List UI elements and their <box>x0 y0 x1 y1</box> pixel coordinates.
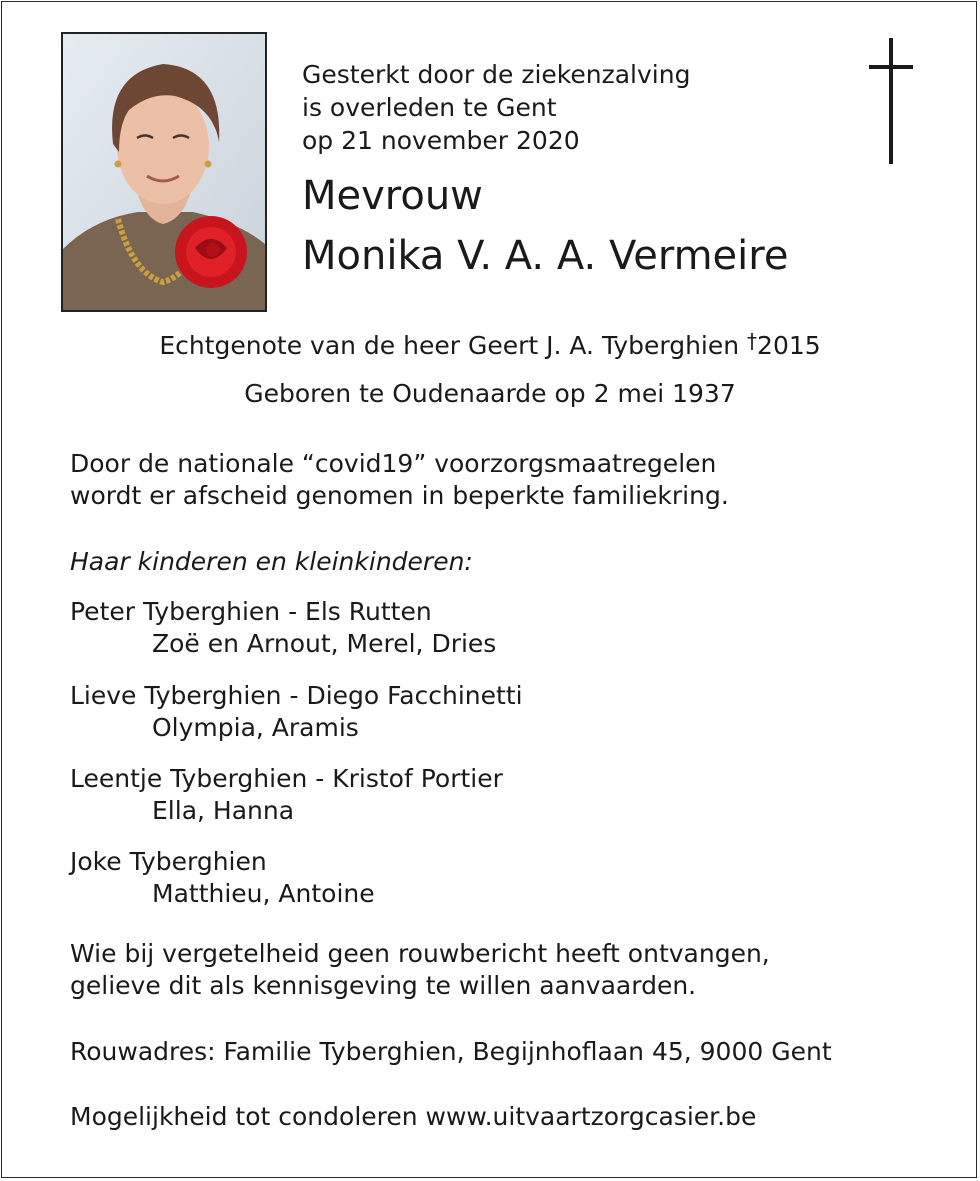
notice-line: gelieve dit als kennisgeving te willen aanvaarden. <box>70 971 697 1000</box>
family-entry <box>70 596 496 660</box>
family-parents: Lieve Tyberghien - Diego Facchinetti <box>70 681 523 710</box>
family-grandchildren: Matthieu, Antoine <box>152 879 375 908</box>
intro-line: is overleden te Gent <box>302 93 557 122</box>
children-heading: Haar kinderen en kleinkinderen: <box>70 547 473 576</box>
latin-cross-icon <box>869 38 913 164</box>
covid-notice <box>70 448 729 512</box>
notice-line: Wie bij vergetelheid geen rouwbericht heeft ontvangen, <box>70 939 770 968</box>
covid-line: wordt er afscheid genomen in beperkte familiekring. <box>70 481 729 510</box>
family-grandchildren: Zoë en Arnout, Merel, Dries <box>152 629 497 658</box>
deceased-name: Monika V. A. A. Vermeire <box>302 233 789 279</box>
family-grandchildren: Ella, Hanna <box>152 796 295 825</box>
spouse-line <box>0 330 980 363</box>
family-entry <box>70 763 503 827</box>
intro-line: Gesterkt door de ziekenzalving <box>302 60 691 89</box>
dagger-icon: † <box>747 329 758 353</box>
no-notice-received-text <box>70 938 770 1002</box>
intro-line: op 21 november 2020 <box>302 126 580 155</box>
family-parents: Joke Tyberghien <box>70 847 267 876</box>
death-announcement-intro <box>302 58 690 157</box>
spouse-text: Echtgenote van de heer Geert J. A. Tyberghien <box>159 331 740 360</box>
family-grandchildren: Olympia, Aramis <box>152 713 359 742</box>
condolence-info: Mogelijkheid tot condoleren www.uitvaartzorgcasier.be <box>70 1102 757 1131</box>
family-entry <box>70 680 523 744</box>
birth-line: Geboren te Oudenaarde op 2 mei 1937 <box>244 379 736 408</box>
family-parents: Peter Tyberghien - Els Rutten <box>70 597 432 626</box>
family-entry <box>70 846 375 910</box>
salutation: Mevrouw <box>302 173 483 219</box>
spouse-death-year: 2015 <box>757 331 821 360</box>
family-parents: Leentje Tyberghien - Kristof Portier <box>70 764 503 793</box>
covid-line: Door de nationale “covid19” voorzorgsmaatregelen <box>70 449 717 478</box>
portrait-photo <box>61 32 267 312</box>
mourning-address: Rouwadres: Familie Tyberghien, Begijnhoflaan 45, 9000 Gent <box>70 1037 832 1066</box>
